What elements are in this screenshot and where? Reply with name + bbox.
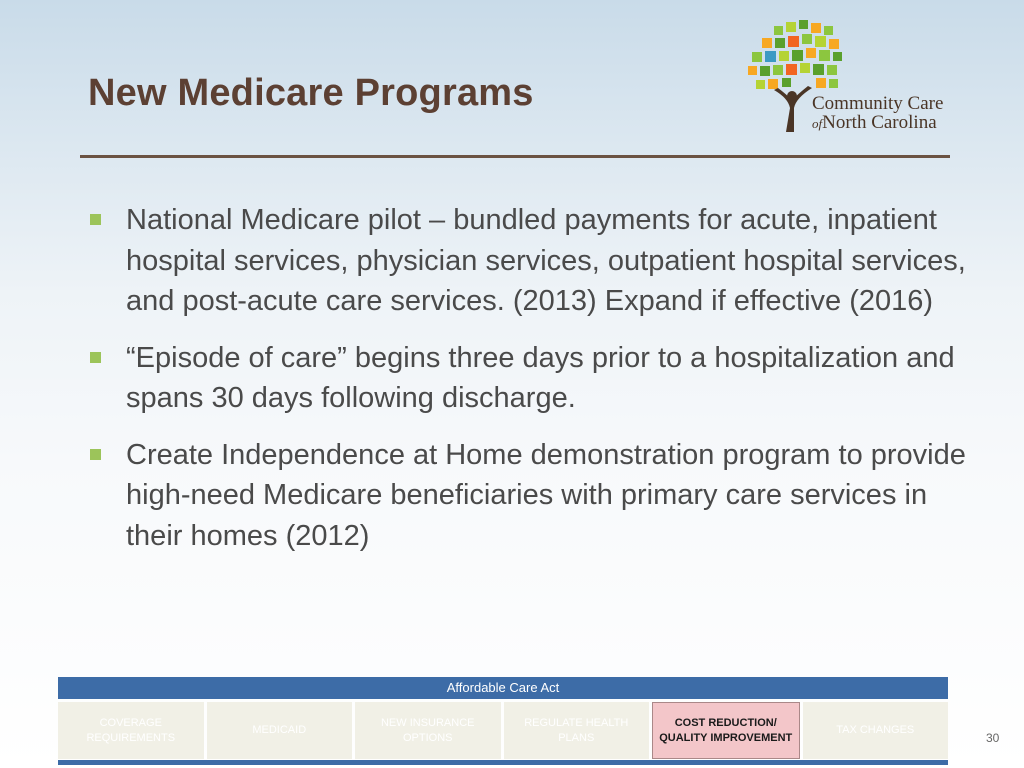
aca-box-regulate-health-plans[interactable]: REGULATE HEALTH PLANS bbox=[504, 702, 650, 759]
logo-text bbox=[812, 94, 972, 133]
square-bullet-icon bbox=[90, 352, 101, 363]
aca-category-row bbox=[58, 702, 948, 759]
aca-box-cost-reduction-quality-improvement[interactable]: COST REDUCTION/ QUALITY IMPROVEMENT bbox=[652, 702, 800, 759]
bullet-text: “Episode of care” begins three days prior to a hospitalization and spans 30 days following discharge. bbox=[126, 341, 955, 414]
aca-box-coverage-requirements[interactable]: COVERAGE REQUIREMENTS bbox=[58, 702, 204, 759]
logo-name-line1: Community Care bbox=[812, 93, 944, 114]
bullet-item bbox=[88, 435, 978, 557]
slide-title: New Medicare Programs bbox=[88, 72, 534, 114]
bullet-list bbox=[88, 200, 978, 572]
aca-box-medicaid[interactable]: MEDICAID bbox=[207, 702, 353, 759]
aca-header-bar: Affordable Care Act bbox=[58, 677, 948, 699]
logo-name-line2 bbox=[812, 113, 972, 133]
page-number: 30 bbox=[986, 731, 1000, 745]
aca-box-new-insurance-options[interactable]: NEW INSURANCE OPTIONS bbox=[355, 702, 501, 759]
bullet-item bbox=[88, 200, 978, 322]
bullet-text: National Medicare pilot – bundled payments for acute, inpatient hospital services, physician services, outpatient hospital services, and post-acute care services. (2013) Expand if effective (2016) bbox=[126, 204, 966, 317]
aca-box-tax-changes[interactable]: TAX CHANGES bbox=[803, 702, 949, 759]
logo-of: of bbox=[812, 116, 823, 131]
square-bullet-icon bbox=[90, 449, 101, 460]
bullet-text: Create Independence at Home demonstration program to provide high-need Medicare beneficiaries with primary care services in their homes (2012) bbox=[126, 438, 966, 552]
bullet-item bbox=[88, 338, 978, 419]
square-bullet-icon bbox=[90, 214, 101, 225]
bottom-stripe bbox=[58, 760, 948, 765]
logo-name-line2-text: North Carolina bbox=[822, 112, 937, 133]
title-divider bbox=[80, 155, 950, 158]
